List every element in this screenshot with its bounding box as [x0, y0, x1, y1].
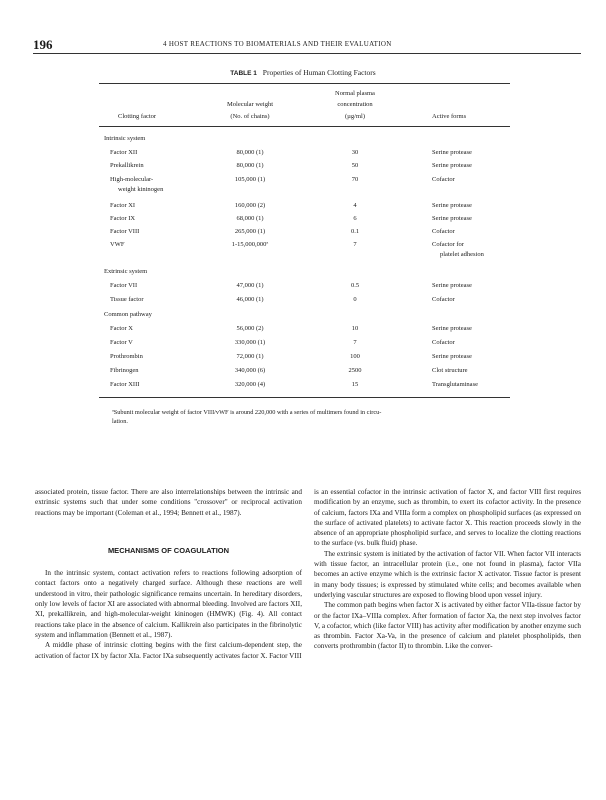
cell-mw: 320,000 (4)	[234, 381, 266, 388]
cell-factor: Fibrinogen	[110, 367, 139, 374]
table-bottom-rule	[99, 397, 510, 398]
cell-active: Cofactor for	[432, 241, 464, 248]
cell-conc: 15	[351, 381, 359, 388]
page-number: 196	[33, 37, 53, 52]
cell-factor: Factor XII	[110, 149, 138, 156]
conc-header-line2: concentration	[337, 101, 373, 108]
cell-mw: 160,000 (2)	[234, 202, 266, 209]
table-row	[0, 339, 606, 353]
table-footnote	[112, 408, 512, 426]
table-row-continued	[0, 251, 606, 265]
cell-factor: Factor VIII	[110, 228, 140, 235]
cell-active: Serine protease	[432, 149, 472, 156]
conc-header-line3: (µg/ml)	[345, 113, 365, 120]
right-paragraph-1: is an essential cofactor in the intrinsic activation of factor X, and factor VIII first requires modification by an enzyme, such as thrombin, to exert its cofactor activity. In the presence of calcium, factors IXa and VIIIa form a complex on phospholipid surfaces (as expressed on the surface of activated platelets) to activate factor X. This reaction proceeds slowly in the absence of an appropriate phospholipid surface, and serves to localize the clotting reactions to the surface (vs. bulk fluid) phase.	[314, 488, 581, 548]
section-intrinsic: Intrinsic system	[104, 135, 146, 142]
cell-factor: High-molecular-	[110, 176, 154, 183]
cell-active-line2: platelet adhesion	[440, 251, 484, 258]
footnote-line1: ªSubunit molecular weight of factor VIII/vWF is around 220,000 with a series of multimers found in circu-	[112, 409, 382, 416]
cell-mw: 340,000 (6)	[234, 367, 266, 374]
cell-factor: Factor V	[110, 339, 133, 346]
table-label: TABLE 1	[230, 70, 257, 77]
right-column	[314, 487, 581, 652]
cell-mw: 80,000 (1)	[236, 149, 264, 156]
table-row	[0, 149, 606, 163]
cell-active: Clot structure	[432, 367, 468, 374]
cell-factor: Factor X	[110, 325, 133, 332]
cell-mw: 56,000 (2)	[236, 325, 264, 332]
cell-factor: Factor VII	[110, 282, 138, 289]
cell-active: Serine protease	[432, 202, 472, 209]
cell-active: Serine protease	[432, 353, 472, 360]
cell-factor: Prekallikrein	[110, 162, 144, 169]
left-column	[35, 487, 302, 661]
left-paragraph-2: In the intrinsic system, contact activation refers to reactions following adsorption of contact factors onto a negatively charged surface. Although these reactions are well understood in vitro, their pathologic significance remains uncertain. In hereditary disorders, only low levels of factor XI are associated with abnormal bleeding. Involved are factors XII, XI, prekallikrein, and high-molecular-weight kininogen (HMWK) (Fig. 4). All contact reactions take place in the absence of calcium. Kallikrein also participates in the fibrinolytic system and inflammation (Bennett et al., 1987).	[35, 569, 302, 639]
cell-mw: 47,000 (1)	[236, 282, 264, 289]
cell-conc: 6	[353, 215, 357, 222]
cell-conc: 10	[351, 325, 359, 332]
header-rule	[33, 53, 581, 54]
cell-active: Serine protease	[432, 282, 472, 289]
table-caption: Properties of Human Clotting Factors	[262, 68, 376, 77]
cell-factor-line2: weight kininogen	[118, 186, 164, 193]
table-row	[0, 282, 606, 296]
cell-conc: 7	[353, 241, 357, 248]
cell-active: Cofactor	[432, 296, 455, 303]
cell-active: Cofactor	[432, 176, 455, 183]
conc-header-line1: Normal plasma	[335, 90, 375, 97]
cell-mw: 46,000 (1)	[236, 296, 264, 303]
table-row	[0, 353, 606, 367]
cell-active: Cofactor	[432, 228, 455, 235]
section-heading: MECHANISMS OF COAGULATION	[107, 545, 230, 555]
section-extrinsic: Extrinsic system	[104, 268, 148, 275]
table-top-rule	[99, 83, 510, 84]
cell-factor: Factor XI	[110, 202, 136, 209]
active-header: Active forms	[432, 113, 467, 120]
running-head: 4 HOST REACTIONS TO BIOMATERIALS AND THEIR EVALUATION	[163, 40, 392, 48]
cell-mw: 1-15,000,000ª	[231, 241, 269, 248]
page-header	[33, 37, 581, 53]
cell-conc: 2500	[348, 367, 362, 374]
cell-mw: 68,000 (1)	[236, 215, 264, 222]
mw-header-line2: (No. of chains)	[230, 113, 270, 120]
footnote-line2: lation.	[112, 418, 128, 425]
cell-mw: 80,000 (1)	[236, 162, 264, 169]
factor-header: Clotting factor	[118, 113, 157, 120]
cell-active: Serine protease	[432, 215, 472, 222]
cell-active: Serine protease	[432, 162, 472, 169]
section-common: Common pathway	[104, 311, 152, 318]
cell-mw: 330,000 (1)	[234, 339, 266, 346]
table-row-continued	[0, 186, 606, 200]
cell-factor: Factor IX	[110, 215, 136, 222]
cell-active: Serine protease	[432, 325, 472, 332]
cell-conc: 50	[351, 162, 359, 169]
cell-conc: 30	[351, 149, 359, 156]
cell-mw: 105,000 (1)	[234, 176, 266, 183]
right-paragraph-3: The common path begins when factor X is activated by either factor VIIa-tissue factor by or the factor IXa–VIIIa complex. After formation of factor Xa, the next step involves factor V, a cofactor, which (like factor VIII) has activity after modification by another enzyme such as thrombin. Factor Xa-Va, in the presence of calcium and platelet phospholipids, then converts prothrombin (factor II) to thrombin. Like the conver-	[314, 601, 581, 651]
table-row	[0, 325, 606, 339]
cell-conc: 70	[351, 176, 359, 183]
table-row	[0, 228, 606, 242]
cell-conc: 0.5	[350, 282, 360, 289]
cell-conc: 4	[353, 202, 357, 209]
table-row	[0, 367, 606, 381]
table-row	[0, 381, 606, 395]
cell-mw: 72,000 (1)	[236, 353, 264, 360]
cell-conc: 0	[353, 296, 357, 303]
cell-factor: Tissue factor	[110, 296, 144, 303]
left-paragraph-3: A middle phase of intrinsic clotting begins with the first calcium-dependent step, the activation of factor IX by factor XIa. Factor IXa subsequently activates factor X. Factor VIII	[35, 641, 302, 660]
table-row	[0, 215, 606, 229]
cell-factor: Factor XIII	[110, 381, 140, 388]
cell-conc: 0.1	[350, 228, 360, 235]
left-paragraph-1: associated protein, tissue factor. There are also interrelationships between the intrinsic and extrinsic systems such that under some conditions "crossover" or reciprocal activation reactions may be important (Coleman et al., 1994; Bennett et al., 1987).	[35, 488, 302, 517]
table-row	[0, 202, 606, 216]
table-header-rule	[99, 126, 510, 127]
cell-active: Transglutaminase	[432, 381, 478, 388]
cell-factor: VWF	[110, 241, 125, 248]
table-row	[0, 162, 606, 176]
cell-conc: 7	[353, 339, 357, 346]
table-title	[0, 68, 606, 77]
cell-active: Cofactor	[432, 339, 455, 346]
right-paragraph-2: The extrinsic system is initiated by the activation of factor VII. When factor VII interacts with tissue factor, an intracellular protein (i.e., one not found in plasma), factor VIIa becomes an active enzyme which is the extrinsic factor X activator. Tissue factor is present in many body tissues; is expressed by stimulated white cells; and becomes available when underlying vascular structures are exposed to flowing blood upon vessel injury.	[314, 549, 581, 599]
cell-factor: Prothrombin	[110, 353, 143, 360]
cell-conc: 100	[350, 353, 360, 360]
mw-header-line1: Molecular weight	[226, 101, 274, 108]
cell-mw: 265,000 (1)	[234, 228, 266, 235]
table-row	[0, 296, 606, 310]
